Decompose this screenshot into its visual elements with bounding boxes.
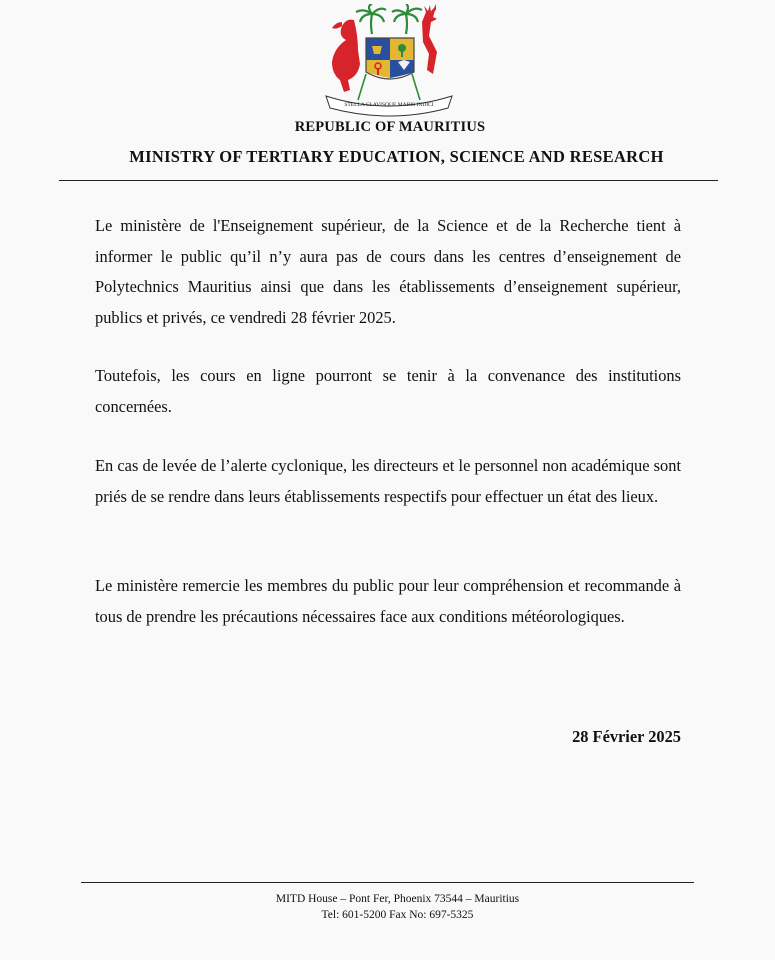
republic-heading: REPUBLIC OF MAURITIUS [294, 119, 486, 135]
coat-of-arms-icon [314, 4, 464, 120]
paragraph-closure-notice: Le ministère de l'Enseignement supérieur, de la Science et de la Recherche tient à informer le public qu’il n’y aura pas de cours dans les centres d’enseignement de Polytechnics Mauritius ainsi que dans les établissements d’enseignement supérieur, publics et privés, ce vendredi 28 février 2025. [95, 216, 681, 327]
paragraph-staff-instructions: En cas de levée de l’alerte cyclonique, les directeurs et le personnel non académique sont priés de se rendre dans leurs établissements respectifs pour effectuer un état des lieux. [95, 456, 681, 506]
header-divider [59, 180, 718, 181]
paragraph-thanks: Le ministère remercie les membres du public pour leur compréhension et recommande à tous de prendre les précautions nécessaires face aux conditions météorologiques. [95, 576, 681, 626]
footer-contact: Tel: 601-5200 Fax No: 697-5325 [321, 909, 474, 921]
release-date: 28 Février 2025 [572, 727, 681, 746]
footer-address: MITD House – Pont Fer, Phoenix 73544 – Mauritius [275, 893, 520, 905]
paragraph-online-classes: Toutefois, les cours en ligne pourront se tenir à la convenance des institutions concernées. [95, 366, 681, 416]
ministry-heading: MINISTRY OF TERTIARY EDUCATION, SCIENCE AND RESEARCH [129, 147, 664, 166]
crest-motto-text: STELLA CLAVISQUE MARIS INDICI [344, 102, 434, 108]
footer-divider [81, 882, 694, 883]
